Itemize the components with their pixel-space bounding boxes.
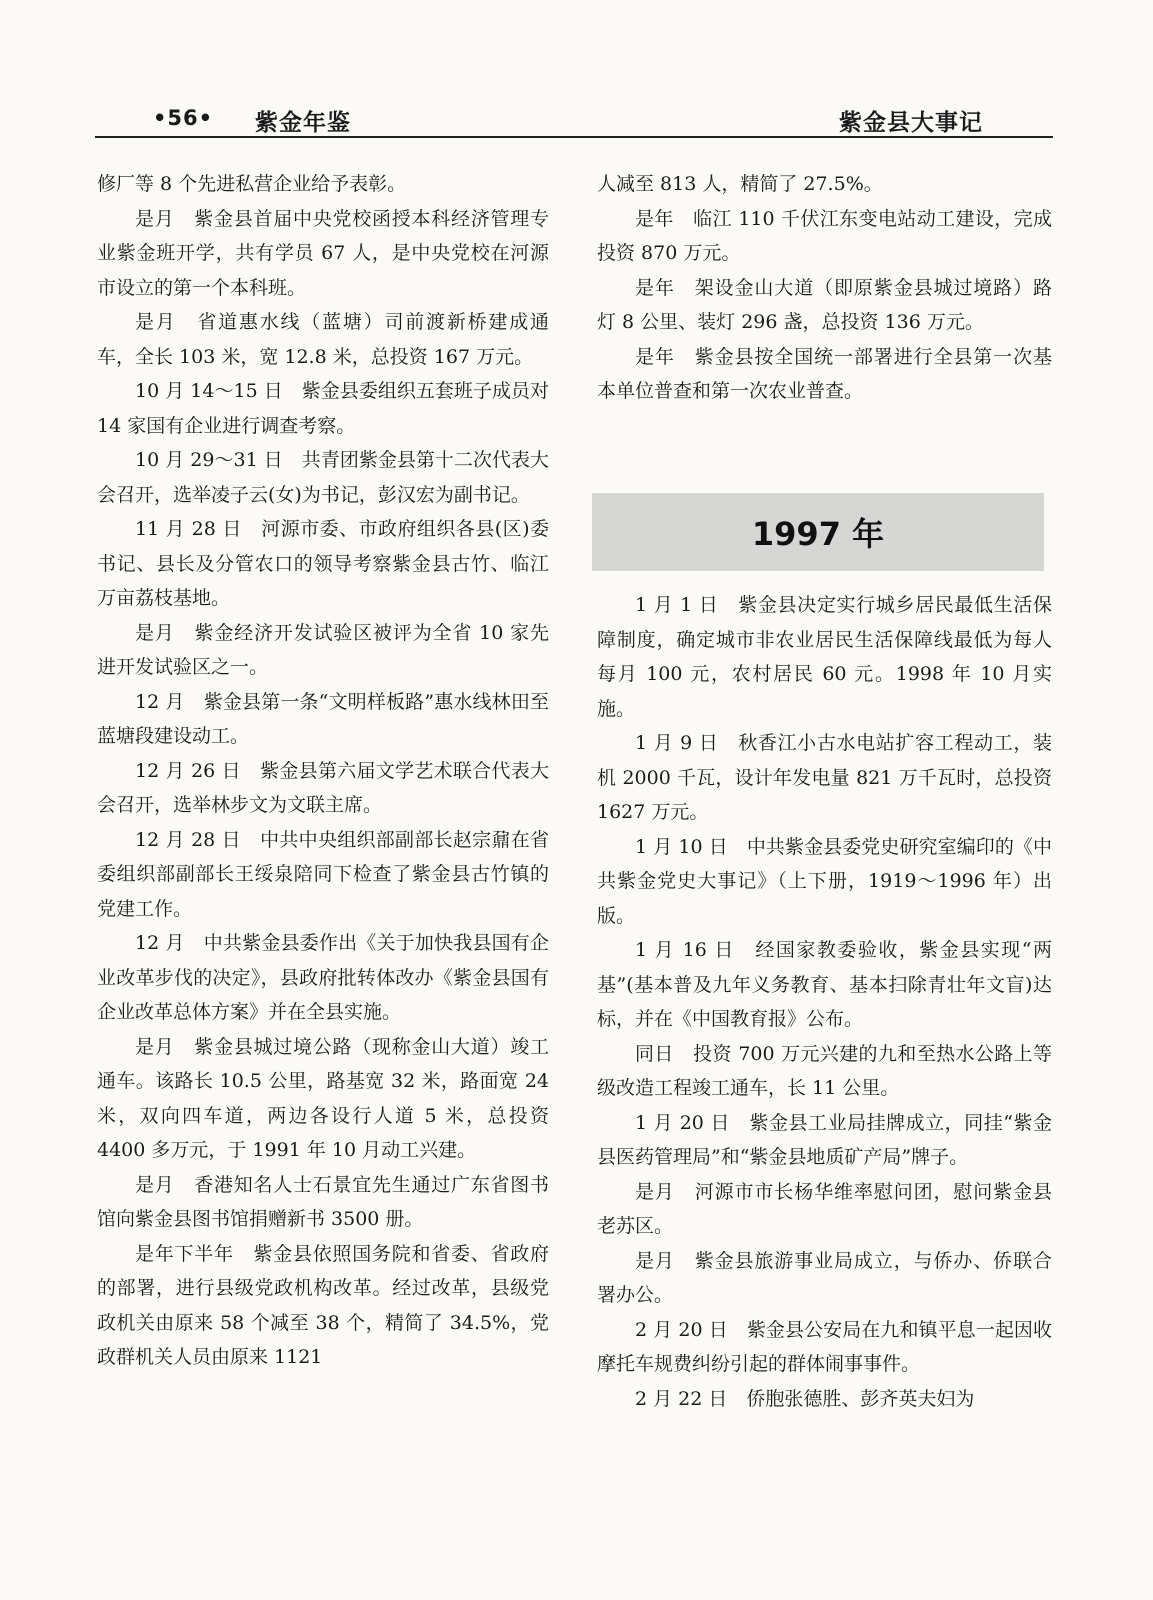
paragraph: 修厂等 8 个先进私营企业给予表彰。 (97, 173, 407, 195)
paragraph: 1 月 10 日 中共紫金县委党史研究室编印的《中共紫金党史大事记》（上下册，1919～1996 年）出版。 (597, 835, 1052, 927)
year-heading: 1997 年 (751, 515, 885, 553)
left-column (97, 167, 549, 1375)
paragraph: 2 月 22 日 侨胞张德胜、彭齐英夫妇为 (635, 1387, 975, 1410)
paragraph: 是月 紫金县旅游事业局成立，与侨办、侨联合署办公。 (597, 1249, 1052, 1306)
paragraph: 是月 紫金县首届中央党校函授本科经济管理专业紫金班开学，共有学员 67 人，是中央党校在河源市设立的第一个本科班。 (97, 207, 549, 299)
page-header (95, 100, 1053, 138)
year-heading-box (592, 493, 1044, 571)
paragraph: 1 月 20 日 紫金县工业局挂牌成立，同挂“紫金县医药管理局”和“紫金县地质矿产局”牌子。 (597, 1111, 1052, 1168)
paragraph: 10 月 14～15 日 紫金县委组织五套班子成员对 14 家国有企业进行调查考察。 (97, 380, 549, 437)
paragraph: 1 月 16 日 经国家教委验收，紫金县实现“两基”(基本普及九年义务教育、基本扫除青壮年文盲)达标，并在《中国教育报》公布。 (597, 939, 1052, 1030)
paragraph: 是月 香港知名人士石景宜先生通过广东省图书馆向紫金县图书馆捐赠新书 3500 册。 (97, 1173, 549, 1230)
section-title: 紫金县大事记 (839, 110, 983, 136)
paragraph: 10 月 29～31 日 共青团紫金县第十二次代表大会召开，选举凌子云(女)为书记，彭汉宏为副书记。 (97, 449, 549, 506)
paragraph: 12 月 28 日 中共中央组织部副部长赵宗鼐在省委组织部副部长王绥泉陪同下检查了紫金县古竹镇的党建工作。 (97, 828, 549, 920)
paragraph: 1 月 9 日 秋香江小古水电站扩容工程动工，装机 2000 千瓦，设计年发电量 821 万千瓦时，总投资 1627 万元。 (597, 732, 1052, 823)
paragraph: 是年 架设金山大道（即原紫金县城过境路）路灯 8 公里、装灯 296 盏，总投资 136 万元。 (597, 276, 1052, 333)
paragraph: 是月 紫金经济开发试验区被评为全省 10 家先进开发试验区之一。 (97, 621, 549, 678)
paragraph: 是年下半年 紫金县依照国务院和省委、省政府的部署，进行县级党政机构改革。经过改革，县级党政机关由原来 58 个减至 38 个，精简了 34.5%，党政群机关人员由原来 1121 (97, 1242, 549, 1368)
paragraph: 12 月 26 日 紫金县第六届文学艺术联合代表大会召开，选举林步文为文联主席。 (97, 759, 549, 816)
paragraph: 是年 紫金县按全国统一部署进行全县第一次基本单位普查和第一次农业普查。 (597, 345, 1052, 402)
page-number: •56• (153, 106, 214, 130)
paragraph: 11 月 28 日 河源市委、市政府组织各县(区)委书记、县长及分管农口的领导考察紫金县古竹、临江万亩荔枝基地。 (97, 518, 549, 609)
paragraph: 12 月 紫金县第一条“文明样板路”惠水线林田至蓝塘段建设动工。 (97, 690, 549, 747)
paragraph: 是月 紫金县城过境公路（现称金山大道）竣工通车。该路长 10.5 公里，路基宽 32 米，路面宽 24 米，双向四车道，两边各设行人道 5 米，总投资 4400 多万元，于 1991 年 10 月动工兴建。 (97, 1035, 549, 1161)
paragraph: 是年 临江 110 千伏江东变电站动工建设，完成投资 870 万元。 (597, 207, 1052, 264)
book-title: 紫金年鉴 (255, 110, 351, 136)
paragraph: 同日 投资 700 万元兴建的九和至热水公路上等级改造工程竣工通车，长 11 公里。 (597, 1042, 1052, 1099)
paragraph: 是月 省道惠水线（蓝塘）司前渡新桥建成通车，全长 103 米，宽 12.8 米，总投资 167 万元。 (97, 311, 549, 368)
paragraph: 12 月 中共紫金县委作出《关于加快我县国有企业改革步伐的决定》，县政府批转体改办《紫金县国有企业改革总体方案》并在全县实施。 (97, 932, 549, 1023)
paragraph: 1 月 1 日 紫金县决定实行城乡居民最低生活保障制度，确定城市非农业居民生活保障线最低为每人每月 100 元，农村居民 60 元。1998 年 10 月实施。 (597, 594, 1052, 720)
paragraph: 是月 河源市市长杨华维率慰问团，慰问紫金县老苏区。 (597, 1180, 1052, 1237)
paragraph: 人减至 813 人，精简了 27.5%。 (597, 173, 883, 195)
right-column-top (597, 167, 1052, 409)
right-column-bottom (597, 588, 1052, 1416)
paragraph: 2 月 20 日 紫金县公安局在九和镇平息一起因收摩托车规费纠纷引起的群体闹事事件。 (597, 1318, 1052, 1375)
